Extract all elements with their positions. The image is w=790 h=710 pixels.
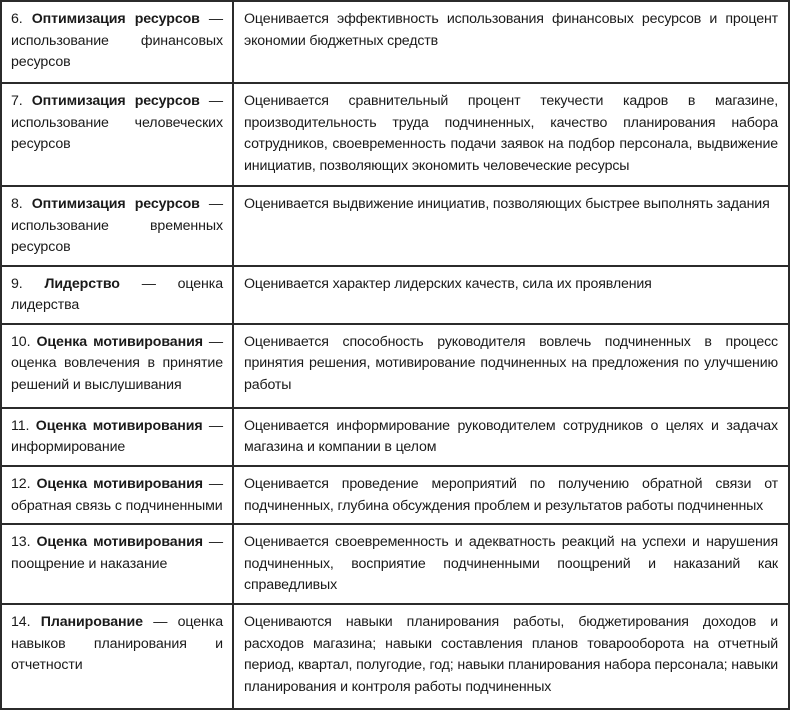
criterion-cell	[1, 324, 233, 408]
table-row	[1, 524, 789, 604]
criterion-number: 11.	[11, 417, 30, 434]
criterion-detail: использование финансовых ресурсов	[11, 32, 223, 71]
table-body	[1, 1, 789, 709]
table-row	[1, 186, 789, 266]
criterion-dash: —	[208, 333, 223, 350]
criterion-number: 6.	[11, 11, 23, 27]
criterion-name: Оптимизация ресурсов	[31, 11, 200, 27]
criterion-cell	[1, 83, 233, 186]
criterion-dash: —	[208, 417, 224, 434]
criterion-cell	[1, 604, 233, 709]
criterion-detail: оценка навыков планирования и отчетности	[11, 613, 224, 674]
criterion-dash: —	[141, 275, 156, 292]
table-row	[1, 408, 789, 466]
description-cell: Оценивается своевременность и адекватность реакций на успехи и нарушения подчиненных, восприятие подчиненными поощрений и наказаний как справедливых	[244, 534, 778, 594]
description-cell: Оценивается характер лидерских качеств, сила их проявления	[244, 275, 652, 292]
criterion-name: Оценка мотивирования	[36, 534, 203, 551]
criterion-dash: —	[208, 11, 223, 27]
criterion-number: 7.	[11, 93, 23, 109]
criterion-detail: поощрение и наказание	[11, 555, 168, 572]
criterion-detail: оценка вовлечения в принятие решений и выслушивания	[11, 355, 223, 394]
description-cell: Оценивается эффективность использования финансовых ресурсов и процент экономии бюджетных средств	[244, 11, 778, 49]
description-cell: Оцениваются навыки планирования работы, бюджетирования доходов и расходов магазина; навыки составления планов товарооборота на отчетный период, квартал, полугодие, год; навыки планирования набора персонала; навыки планирования и контроля работы подчиненных	[244, 613, 778, 695]
criterion-number: 14.	[11, 613, 31, 630]
criterion-name: Оптимизация ресурсов	[31, 93, 200, 109]
criterion-detail: информирование	[11, 439, 126, 456]
criterion-number: 8.	[11, 196, 23, 212]
description-cell: Оценивается выдвижение инициатив, позволяющих быстрее выполнять задания	[244, 196, 770, 212]
table-row	[1, 1, 789, 83]
criterion-cell	[1, 466, 233, 524]
criterion-dash: —	[208, 534, 223, 551]
criterion-cell	[1, 524, 233, 604]
criterion-detail: использование человеческих ресурсов	[11, 114, 223, 153]
description-cell: Оценивается проведение мероприятий по получению обратной связи от подчиненных, глубина обсуждения проблем и результатов работы подчиненных	[244, 476, 778, 514]
table-row	[1, 83, 789, 186]
table-row	[1, 324, 789, 408]
criterion-dash: —	[208, 196, 223, 212]
description-cell: Оценивается способность руководителя вовлечь подчиненных в процесс принятия решения, мотивирование подчиненных на предложения по улучшению работы	[244, 333, 778, 394]
criterion-number: 10.	[11, 333, 31, 350]
criterion-name: Планирование	[40, 613, 143, 630]
criterion-name: Лидерство	[44, 275, 120, 292]
criterion-detail: оценка лидерства	[11, 275, 224, 314]
criterion-name: Оптимизация ресурсов	[31, 196, 200, 212]
criterion-name: Оценка мотивирования	[36, 476, 203, 493]
criterion-name: Оценка мотивирования	[36, 333, 203, 350]
criterion-number: 12.	[11, 476, 31, 493]
criterion-detail: использование временных ресурсов	[11, 217, 223, 256]
criterion-detail: обратная связь с подчиненными	[11, 497, 223, 514]
criterion-name: Оценка мотивирования	[35, 417, 203, 434]
criterion-number: 13.	[11, 534, 31, 551]
criterion-number: 9.	[11, 275, 23, 292]
criterion-cell	[1, 186, 233, 266]
description-cell: Оценивается информирование руководителем сотрудников о целях и задачах магазина и компании в целом	[244, 417, 778, 456]
table-row	[1, 604, 789, 709]
criterion-cell	[1, 1, 233, 83]
criterion-dash: —	[208, 476, 223, 493]
table-row	[1, 266, 789, 324]
criterion-cell	[1, 266, 233, 324]
criterion-cell	[1, 408, 233, 466]
description-cell: Оценивается сравнительный процент текучести кадров в магазине, производительность труда подчиненных, качество планирования набора сотрудников, своевременность подачи заявок на подбор персонала, выдвижение инициатив, позволяющих экономить человеческие ресурсы	[244, 93, 778, 174]
criterion-dash: —	[153, 613, 168, 630]
criterion-dash: —	[208, 93, 223, 109]
table-row	[1, 466, 789, 524]
